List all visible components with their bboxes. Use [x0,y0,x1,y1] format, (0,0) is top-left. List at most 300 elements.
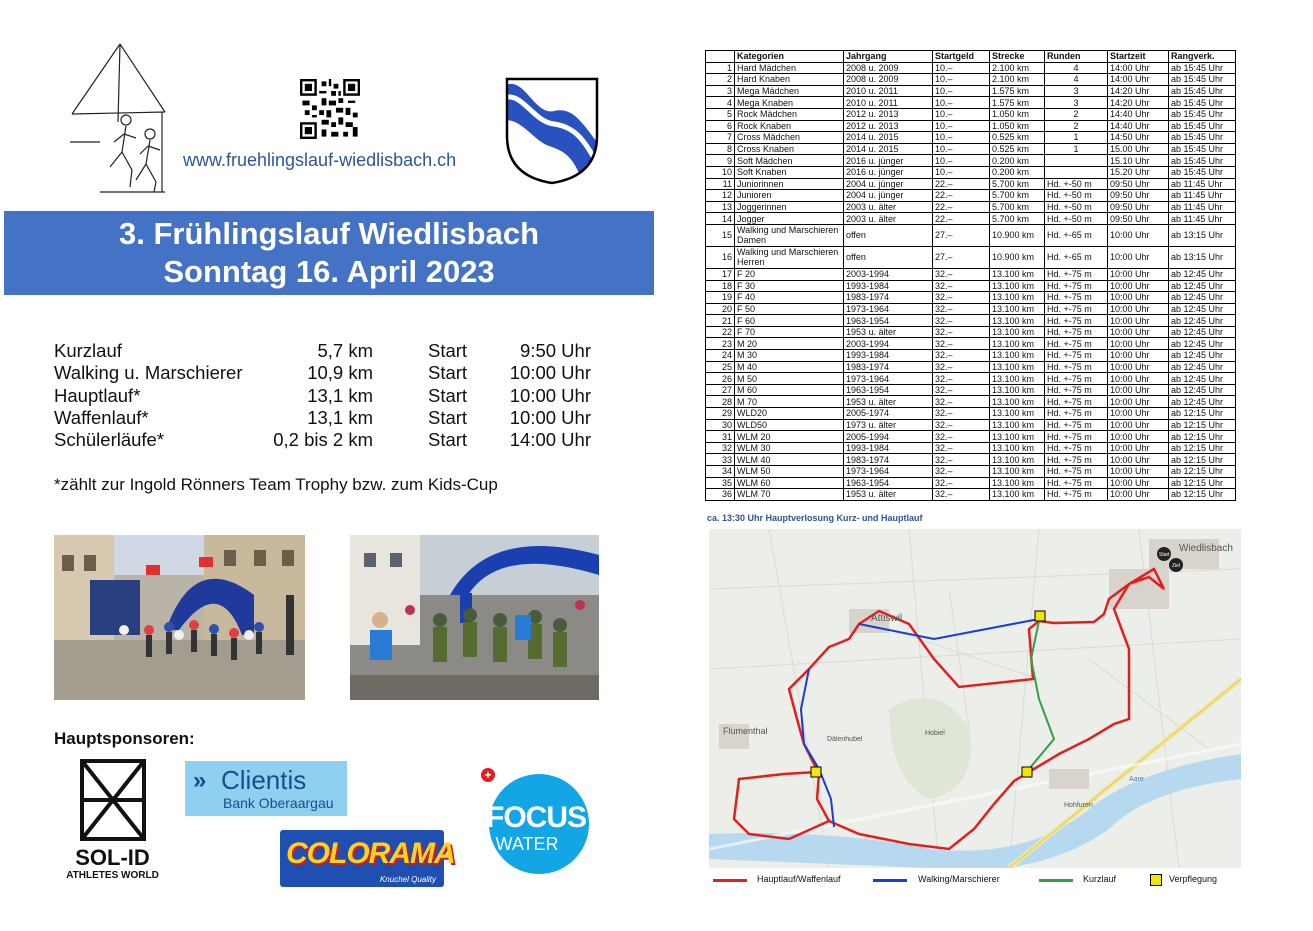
table-row [706,408,1236,420]
row-year: 2005-1974 [844,408,933,420]
row-category: F 40 [735,292,844,304]
table-row [706,419,1236,431]
row-category: F 70 [735,326,844,338]
row-laps: Hd. +-50 m [1045,178,1108,190]
sponsors-title: Hauptsponsoren: [54,729,195,748]
row-year: 2003 u. älter [844,201,933,213]
row-year: offen [844,246,933,268]
row-number: 6 [706,120,735,132]
row-category: WLM 70 [735,489,844,501]
row-number: 24 [706,350,735,362]
website-url[interactable]: www.fruehlingslauf-wiedlisbach.ch [183,150,457,170]
row-laps: Hd. +-75 m [1045,361,1108,373]
row-number: 9 [706,155,735,167]
row-distance: 13.100 km [990,454,1045,466]
row-category: WLM 40 [735,454,844,466]
row-year: 1983-1974 [844,361,933,373]
row-start-time: 09:50 Uhr [1108,178,1169,190]
row-ranking-time: ab 13:15 Uhr [1169,246,1236,268]
clientis-sub: Bank Oberaargau [223,795,334,811]
clientis-name: Clientis [221,765,307,795]
row-number: 28 [706,396,735,408]
row-number: 19 [706,292,735,304]
race-row [54,385,599,407]
row-fee: 22.– [933,190,990,202]
race-time: 10:00 Uhr [509,384,591,406]
row-laps [1045,155,1108,167]
focus-name: FOCUS [486,801,586,834]
row-distance: 13.100 km [990,292,1045,304]
row-start-time: 10:00 Uhr [1108,454,1169,466]
row-fee: 10.– [933,97,990,109]
table-row [706,454,1236,466]
row-fee: 32.– [933,303,990,315]
row-laps: 4 [1045,74,1108,86]
row-number: 26 [706,373,735,385]
race-time: 9:50 Uhr [520,340,591,361]
sol-id-sub: ATHLETES WORLD [66,870,159,881]
row-fee: 32.– [933,326,990,338]
row-category: Walking und Marschieren Damen [735,224,844,246]
row-start-time: 14:00 Uhr [1108,74,1169,86]
row-year: 2003-1994 [844,338,933,350]
row-number: 10 [706,166,735,178]
row-year: 2004 u. jünger [844,190,933,202]
row-year: 1993-1984 [844,280,933,292]
row-ranking-time: ab 13:15 Uhr [1169,224,1236,246]
legend-swatch-short [1039,879,1073,882]
row-ranking-time: ab 12:45 Uhr [1169,361,1236,373]
aid-station-icon [1035,611,1045,621]
map-legend [713,874,1243,888]
row-number: 36 [706,489,735,501]
row-start-time: 10:00 Uhr [1108,326,1169,338]
row-fee: 10.– [933,85,990,97]
row-fee: 32.– [933,454,990,466]
row-fee: 32.– [933,442,990,454]
row-distance: 13.100 km [990,326,1045,338]
race-time: 10:00 Uhr [509,406,591,428]
row-number: 31 [706,431,735,443]
row-start-time: 10:00 Uhr [1108,350,1169,362]
row-laps: 3 [1045,97,1108,109]
runners-sketch-logo [70,42,170,197]
row-start-time: 14:20 Uhr [1108,97,1169,109]
row-number: 35 [706,477,735,489]
row-laps: Hd. +-75 m [1045,315,1108,327]
race-start-label: Start [428,362,468,384]
row-laps: 4 [1045,62,1108,74]
row-fee: 10.– [933,120,990,132]
row-distance: 2.100 km [990,74,1045,86]
table-row [706,396,1236,408]
row-distance: 10.900 km [990,246,1045,268]
row-year: 1983-1974 [844,292,933,304]
table-row [706,155,1236,167]
row-distance: 1.575 km [990,97,1045,109]
row-fee: 32.– [933,315,990,327]
row-distance: 13.100 km [990,338,1045,350]
race-time: 14:00 Uhr [509,429,591,451]
row-laps: Hd. +-75 m [1045,454,1108,466]
row-year: 2010 u. 2011 [844,85,933,97]
row-category: Juniorinnen [735,178,844,190]
row-category: Cross Mädchen [735,132,844,144]
row-laps: Hd. +-75 m [1045,373,1108,385]
row-distance: 5.700 km [990,178,1045,190]
row-start-time: 10:00 Uhr [1108,466,1169,478]
col-category-header: Kategorien [735,51,844,63]
row-year: 2004 u. jünger [844,178,933,190]
row-start-time: 10:00 Uhr [1108,315,1169,327]
row-start-time: 10:00 Uhr [1108,292,1169,304]
row-category: M 70 [735,396,844,408]
row-distance: 5.700 km [990,213,1045,225]
row-laps: Hd. +-75 m [1045,442,1108,454]
row-ranking-time: ab 15:45 Uhr [1169,85,1236,97]
row-fee: 27.– [933,246,990,268]
row-year: 2003 u. älter [844,213,933,225]
row-start-time: 15.10 Uhr [1108,155,1169,167]
row-start-time: 14:40 Uhr [1108,108,1169,120]
row-ranking-time: ab 12:45 Uhr [1169,280,1236,292]
table-row [706,178,1236,190]
row-year: 1973-1964 [844,373,933,385]
row-laps: 1 [1045,132,1108,144]
table-row [706,143,1236,155]
focus-water-logo[interactable] [481,768,591,878]
row-year: 2016 u. jünger [844,155,933,167]
row-ranking-time: ab 12:45 Uhr [1169,373,1236,385]
row-ranking-time: ab 11:45 Uhr [1169,178,1236,190]
row-laps: 3 [1045,85,1108,97]
row-ranking-time: ab 12:45 Uhr [1169,396,1236,408]
row-ranking-time: ab 12:45 Uhr [1169,384,1236,396]
row-laps: Hd. +-75 m [1045,303,1108,315]
row-fee: 10.– [933,62,990,74]
row-laps: Hd. +-75 m [1045,280,1108,292]
row-start-time: 09:50 Uhr [1108,213,1169,225]
row-start-time: 10:00 Uhr [1108,489,1169,501]
row-start-time: 10:00 Uhr [1108,280,1169,292]
row-fee: 32.– [933,489,990,501]
table-row [706,85,1236,97]
row-distance: 13.100 km [990,315,1045,327]
legend-swatch-main [713,879,747,882]
map-place-label: Dälenhubel [827,736,863,743]
row-ranking-time: ab 15:45 Uhr [1169,166,1236,178]
row-laps: Hd. +-50 m [1045,213,1108,225]
row-fee: 32.– [933,466,990,478]
row-fee: 10.– [933,132,990,144]
row-start-time: 10:00 Uhr [1108,373,1169,385]
row-start-time: 10:00 Uhr [1108,442,1169,454]
row-laps: Hd. +-50 m [1045,201,1108,213]
row-ranking-time: ab 11:45 Uhr [1169,201,1236,213]
row-ranking-time: ab 12:15 Uhr [1169,477,1236,489]
row-category: Cross Knaben [735,143,844,155]
row-distance: 13.100 km [990,303,1045,315]
race-start-label: Start [428,406,468,428]
row-laps: Hd. +-75 m [1045,350,1108,362]
row-year: 2010 u. 2011 [844,97,933,109]
row-category: M 30 [735,350,844,362]
row-category: F 50 [735,303,844,315]
row-laps: Hd. +-75 m [1045,396,1108,408]
race-row [54,340,599,362]
row-start-time: 15.00 Uhr [1108,143,1169,155]
row-ranking-time: ab 12:15 Uhr [1169,431,1236,443]
raffle-note: ca. 13:30 Uhr Hauptverlosung Kurz- und Hauptlauf [707,513,923,523]
row-start-time: 10:00 Uhr [1108,431,1169,443]
row-number: 13 [706,201,735,213]
row-number: 5 [706,108,735,120]
race-name: Kurzlauf [54,340,122,361]
row-fee: 10.– [933,108,990,120]
row-category: F 20 [735,268,844,280]
col-ranking-header: Rangverk. [1169,51,1236,63]
row-year: 2012 u. 2013 [844,108,933,120]
kids-race-photo [54,535,305,700]
focus-sub: WATER [495,834,559,854]
race-row [54,362,599,384]
row-ranking-time: ab 12:45 Uhr [1169,326,1236,338]
race-list [54,340,599,451]
qr-code-icon[interactable] [300,79,360,139]
row-ranking-time: ab 15:45 Uhr [1169,155,1236,167]
row-ranking-time: ab 15:45 Uhr [1169,108,1236,120]
row-number: 21 [706,315,735,327]
row-number: 3 [706,85,735,97]
table-row [706,97,1236,109]
row-distance: 13.100 km [990,268,1045,280]
row-category: Soft Knaben [735,166,844,178]
course-map[interactable] [709,529,1241,868]
table-row [706,431,1236,443]
row-distance: 13.100 km [990,384,1045,396]
row-start-time: 14:40 Uhr [1108,120,1169,132]
row-number: 12 [706,190,735,202]
row-laps: Hd. +-50 m [1045,190,1108,202]
table-row [706,338,1236,350]
row-ranking-time: ab 12:15 Uhr [1169,408,1236,420]
row-fee: 22.– [933,201,990,213]
aid-station-icon [811,767,821,777]
table-row [706,120,1236,132]
row-category: Walking und Marschieren Herren [735,246,844,268]
row-number: 27 [706,384,735,396]
row-number: 7 [706,132,735,144]
row-fee: 32.– [933,431,990,443]
row-year: 2012 u. 2013 [844,120,933,132]
table-row [706,280,1236,292]
row-number: 29 [706,408,735,420]
row-number: 30 [706,419,735,431]
row-laps: Hd. +-75 m [1045,489,1108,501]
row-distance: 13.100 km [990,373,1045,385]
row-category: M 20 [735,338,844,350]
row-laps: Hd. +-75 m [1045,326,1108,338]
col-start-header: Startzeit [1108,51,1169,63]
row-year: 2005-1994 [844,431,933,443]
table-row [706,62,1236,74]
race-row [54,429,599,451]
row-number: 34 [706,466,735,478]
row-category: F 60 [735,315,844,327]
row-year: offen [844,224,933,246]
race-distance: 10,9 km [307,362,373,384]
map-place-label: Hohfuren [1064,802,1093,809]
legend-label: Verpflegung [1169,874,1218,884]
row-ranking-time: ab 11:45 Uhr [1169,213,1236,225]
row-laps: Hd. +-75 m [1045,466,1108,478]
row-start-time: 14:00 Uhr [1108,62,1169,74]
row-start-time: 09:50 Uhr [1108,190,1169,202]
row-laps: Hd. +-75 m [1045,384,1108,396]
row-number: 17 [706,268,735,280]
row-fee: 32.– [933,408,990,420]
row-laps: Hd. +-75 m [1045,268,1108,280]
row-category: Rock Mädchen [735,108,844,120]
table-row [706,326,1236,338]
row-laps: Hd. +-75 m [1045,338,1108,350]
row-year: 2014 u. 2015 [844,143,933,155]
row-start-time: 10:00 Uhr [1108,477,1169,489]
row-laps: 1 [1045,143,1108,155]
row-number: 33 [706,454,735,466]
row-laps: Hd. +-65 m [1045,224,1108,246]
row-ranking-time: ab 12:15 Uhr [1169,419,1236,431]
table-row [706,74,1236,86]
row-ranking-time: ab 12:45 Uhr [1169,292,1236,304]
row-year: 1963-1954 [844,315,933,327]
row-laps: 2 [1045,120,1108,132]
row-year: 1963-1954 [844,384,933,396]
row-year: 1953 u. älter [844,396,933,408]
row-distance: 13.100 km [990,477,1045,489]
col-year-header: Jahrgang [844,51,933,63]
table-row [706,166,1236,178]
row-start-time: 14:20 Uhr [1108,85,1169,97]
table-row [706,466,1236,478]
table-row [706,384,1236,396]
row-category: M 40 [735,361,844,373]
row-distance: 10.900 km [990,224,1045,246]
row-ranking-time: ab 11:45 Uhr [1169,190,1236,202]
row-start-time: 10:00 Uhr [1108,361,1169,373]
row-fee: 10.– [933,166,990,178]
row-category: Hard Knaben [735,74,844,86]
row-distance: 13.100 km [990,408,1045,420]
row-year: 1953 u. älter [844,489,933,501]
row-number: 25 [706,361,735,373]
table-row [706,268,1236,280]
row-year: 1973-1964 [844,466,933,478]
row-category: WLM 60 [735,477,844,489]
row-start-time: 09:50 Uhr [1108,201,1169,213]
table-row [706,246,1236,268]
table-row [706,224,1236,246]
row-fee: 22.– [933,213,990,225]
row-ranking-time: ab 15:45 Uhr [1169,143,1236,155]
row-fee: 10.– [933,143,990,155]
race-start-label: Start [428,340,468,361]
row-laps: Hd. +-75 m [1045,431,1108,443]
row-ranking-time: ab 12:45 Uhr [1169,315,1236,327]
table-row [706,132,1236,144]
row-year: 2008 u. 2009 [844,74,933,86]
row-distance: 1.050 km [990,108,1045,120]
clientis-logo[interactable] [185,761,347,816]
race-distance: 5,7 km [317,340,373,361]
event-date: Sonntag 16. April 2023 [163,254,495,289]
row-fee: 10.– [933,74,990,86]
row-category: F 30 [735,280,844,292]
row-fee: 22.– [933,178,990,190]
row-number: 16 [706,246,735,268]
row-year: 1953 u. älter [844,326,933,338]
row-distance: 2.100 km [990,62,1045,74]
col-distance-header: Strecke [990,51,1045,63]
legend-swatch-walking [873,879,907,882]
row-start-time: 10:00 Uhr [1108,224,1169,246]
row-laps [1045,166,1108,178]
row-fee: 27.– [933,224,990,246]
row-distance: 1.575 km [990,85,1045,97]
row-ranking-time: ab 12:15 Uhr [1169,466,1236,478]
table-row [706,373,1236,385]
row-category: M 50 [735,373,844,385]
col-fee-header: Startgeld [933,51,990,63]
row-distance: 13.100 km [990,350,1045,362]
race-distance: 13,1 km [307,384,373,406]
row-year: 1983-1974 [844,454,933,466]
row-laps: Hd. +-75 m [1045,419,1108,431]
row-ranking-time: ab 15:45 Uhr [1169,74,1236,86]
row-distance: 13.100 km [990,419,1045,431]
row-number: 23 [706,338,735,350]
row-fee: 32.– [933,373,990,385]
row-number: 1 [706,62,735,74]
row-fee: 32.– [933,268,990,280]
row-number: 15 [706,224,735,246]
map-place-label: Attiswil [871,613,903,624]
map-place-label: Aare [1129,776,1144,783]
row-category: Joggerinnen [735,201,844,213]
row-start-time: 10:00 Uhr [1108,396,1169,408]
row-start-time: 10:00 Uhr [1108,246,1169,268]
row-year: 2016 u. jünger [844,166,933,178]
row-number: 2 [706,74,735,86]
row-fee: 32.– [933,361,990,373]
row-distance: 13.100 km [990,361,1045,373]
row-distance: 13.100 km [990,466,1045,478]
swiss-cross-icon: + [481,768,495,782]
row-ranking-time: ab 12:45 Uhr [1169,338,1236,350]
sol-id-logo[interactable] [60,758,165,888]
row-ranking-time: ab 15:45 Uhr [1169,120,1236,132]
row-category: Mega Mädchen [735,85,844,97]
row-distance: 0.525 km [990,143,1045,155]
row-category: Jogger [735,213,844,225]
table-row [706,292,1236,304]
row-ranking-time: ab 12:15 Uhr [1169,454,1236,466]
colorama-logo[interactable] [280,830,455,887]
row-category: M 60 [735,384,844,396]
categories-table [705,50,1236,501]
row-category: Junioren [735,190,844,202]
clientis-arrow-icon: » [193,767,207,794]
